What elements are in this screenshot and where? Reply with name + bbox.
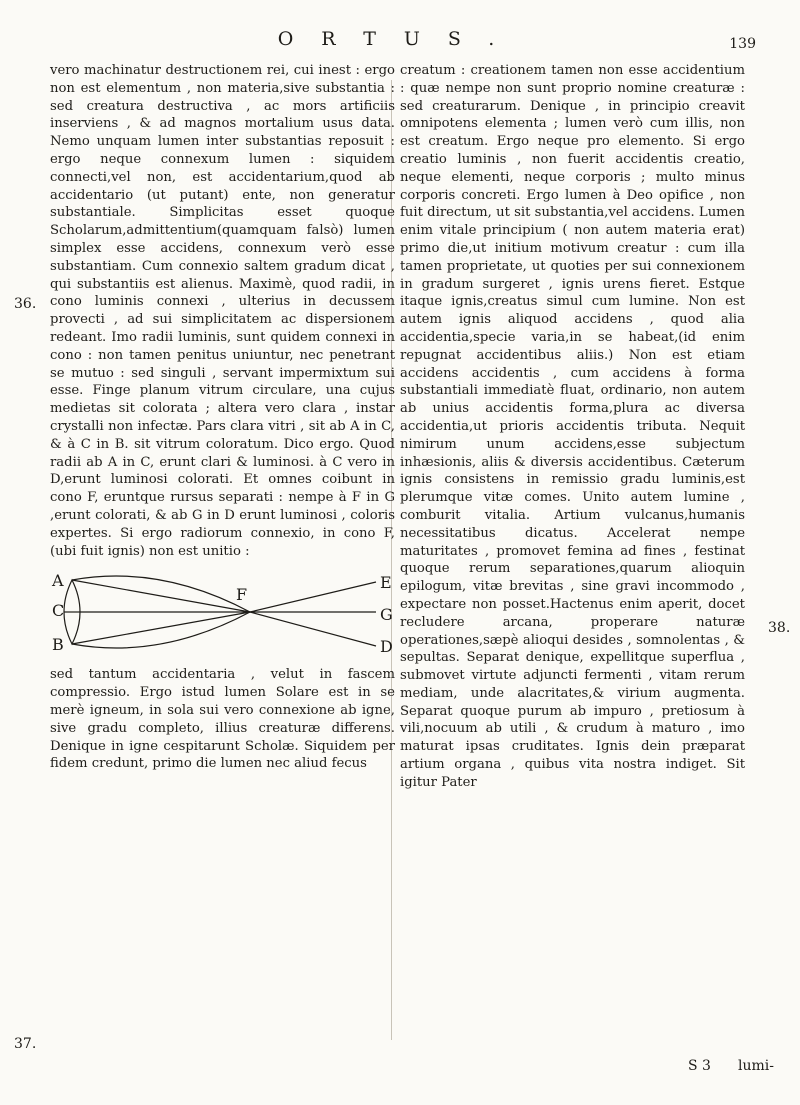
figure-label-f: F bbox=[236, 585, 248, 605]
left-paragraph-2: sed tantum accidentaria , velut in fascem compressio. Ergo istud lumen Solare est in se merè igneum, in sola sui vero connexione ab igne, sive gradu completo, illius creaturæ differens. Denique in igne cespitarunt Scholæ. Siquidem per fidem credunt, primo die lumen nec aliud fecus bbox=[50, 667, 395, 772]
figure-label-g: G bbox=[380, 605, 393, 625]
left-column bbox=[50, 62, 395, 773]
ray-upper-converge bbox=[72, 580, 250, 612]
figure-label-e: E bbox=[380, 573, 392, 593]
page-number: 139 bbox=[729, 36, 756, 52]
figure-label-d: D bbox=[380, 637, 393, 657]
margin-number-37: 37. bbox=[14, 1036, 37, 1052]
figure-label-b: B bbox=[52, 635, 64, 655]
running-title: ORTUS. bbox=[277, 28, 523, 50]
catchword: lumi- bbox=[738, 1058, 774, 1074]
signature-mark: S 3 bbox=[688, 1058, 711, 1074]
ray-upper-diverge bbox=[250, 582, 376, 612]
page-header bbox=[40, 22, 760, 58]
margin-number-36: 36. bbox=[14, 296, 37, 312]
ray-lower-converge bbox=[72, 612, 250, 644]
right-column bbox=[400, 62, 745, 792]
figure-label-c: C bbox=[52, 601, 65, 621]
left-paragraph-1: vero machinatur destructionem rei, cui inest : ergo non est elementum , non materia,sive substantia : sed creatura destructiva , ac mors artificiis inserviens , & ad magnos mortalium usus data. Nemo unquam lumen inter substantias reposuit : ergo neque connexum lumen : siquidem connecti,vel non, est accidentarium,quod ab accidentario (ut putant) ente, non generatur substantiale. Simplicitas esset quoque Scholarum,admittentium(quamquam falsò) lumen simplex esse accidens, connexum verò esse substantiam. Cum connexio saltem gradum dicat , qui substantiis est alienus. Maximè, quod radii, in cono luminis connexi , ulterius in decussem provecti , ad sui simplicitatem ac dispersionem redeant. Imo radii luminis, sunt quidem connexi in cono : non tamen penitus uniuntur, nec penetrant se mutuo : sed singuli , servant impermixtum sui esse. Finge planum vitrum circulare, una cujus medietas sit colorata ; altera vero clara , instar crystalli non infectæ. Pars clara vitri , sit ab A in C, & à C in B. sit vitrum coloratum. Dico ergo. Quod radii ab A in C, erunt clari & luminosi. à C vero in D,erunt luminosi colorati. Et omnes coibunt in cono F, eruntque rursus separati : nempe à F in G ,erunt colorati, & ab G in D erunt luminosi , coloris expertes. Si ergo radiorum connexio, in cono F, (ubi fuit ignis) non est unitio : bbox=[50, 63, 395, 559]
right-paragraph-1: creatum : creationem tamen non esse accidentium : quæ nempe non sunt proprio nomine creaturæ : sed creaturarum. Denique , in principio creavit omnipotens elementa ; lumen verò cum illis, non est creatum. Ergo neque pro elemento. Si ergo creatio luminis , non fuerit accidentis creatio, neque elementi, neque corporis ; multo minus corporis concreti. Ergo lumen à Deo opifice , non fuit directum, ut sit substantia,vel accidens. Lumen enim vitale principium ( non autem materia erat) primo die,ut initium motivum creatur : cum illa tamen proprietate, ut quoties per sui connexionem in gradum surgeret , ignis urens fieret. Estque itaque ignis,creatus simul cum lumine. Non est autem ignis aliquod accidens , quod alia accidentia,specie varia,in se habeat,(id enim repugnat accidentibus aliis.) Non est etiam accidens accidentis , cum accidens à forma substantiali immediatè fluat, ordinario, non autem ab unius accidentis forma,plura ac diversa accidentia,ut prioris accidentis tributa. Nequit nimirum unum accidens,esse subjectum inhæsionis, aliis & diversis accidentibus. Cæterum ignis consistens in remissio gradu luminis,est plerumque vitæ comes. Unito autem lumine , comburit vitalia. Artium vulcanus,humanis necessitatibus dicatus. Accelerat nempe maturitates , promovet femina ad fines , festinat quoque rerum separationes,quarum alioquin epilogum, vitæ brevitas , sine gravi incommodo , expectare non posset.Hactenus enim aperit, docet recludere arcana, properare naturæ operationes,sæpè alioqui desides , somnolentas , & sepultas. Separat denique, expellitque superflua , submovet virtute adjuncti fermenti , vitam rerum mediam, unde alacritates,& virium augmenta. Separat quoque purum ab impuro , pretiosum à vili,nocuum ab utili , & crudum à maturo , imo maturat ipsas cruditates. Ignis dein præparat artium organa , quibus vita nostra indiget. Sit igitur Pater bbox=[400, 63, 745, 790]
figure-label-a: A bbox=[52, 571, 64, 591]
cone-figure bbox=[50, 566, 395, 662]
ray-lower-diverge bbox=[250, 612, 376, 646]
margin-number-38: 38. bbox=[768, 620, 791, 636]
